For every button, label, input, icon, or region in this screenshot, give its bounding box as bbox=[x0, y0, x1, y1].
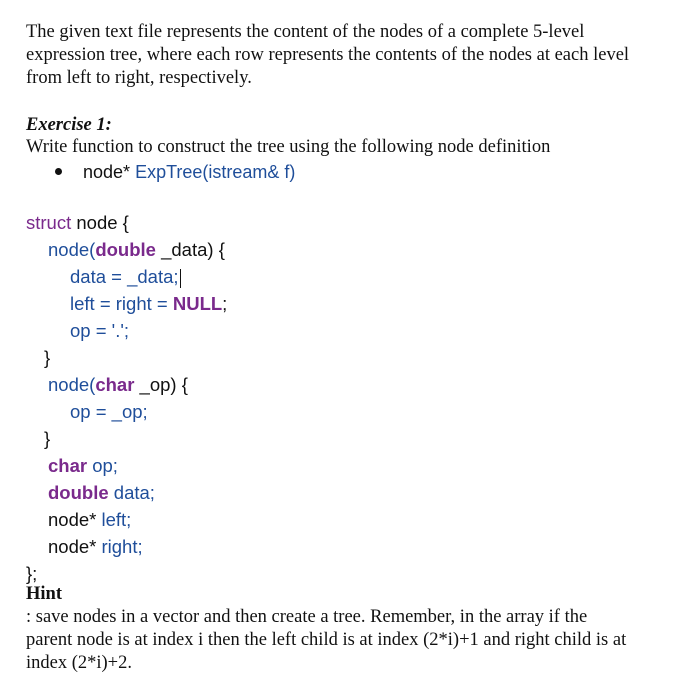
code-line bbox=[48, 507, 131, 533]
code-text: left = right = bbox=[70, 293, 173, 314]
code-keyword: char bbox=[95, 374, 135, 395]
hint-text: : save nodes in a vector and then create a tree. Remember, in the array if the bbox=[26, 607, 588, 627]
code-line bbox=[26, 210, 129, 236]
intro-line-1: The given text file represents the content of the nodes of a complete 5-level bbox=[26, 22, 585, 42]
hint-line-1 bbox=[26, 583, 681, 629]
exercise-description: Write function to construct the tree using the following node definition bbox=[26, 137, 551, 157]
bullet-function-signature: ExpTree(istream& f) bbox=[135, 162, 296, 182]
hint-line-3: index (2*i)+2. bbox=[26, 653, 132, 673]
code-line bbox=[48, 534, 143, 560]
code-keyword: double bbox=[48, 482, 109, 503]
code-text: node* bbox=[48, 536, 102, 557]
bullet-item bbox=[55, 160, 295, 184]
code-keyword: double bbox=[95, 239, 156, 260]
code-line: } bbox=[44, 347, 51, 368]
code-keyword: char bbox=[48, 455, 88, 476]
code-line bbox=[48, 372, 188, 398]
intro-line-3: from left to right, respectively. bbox=[26, 68, 252, 88]
code-line: op = _op; bbox=[70, 401, 148, 422]
code-text: node { bbox=[71, 212, 129, 233]
hint-line-2: parent node is at index i then the left child is at index (2*i)+1 and right child is at bbox=[26, 630, 627, 650]
code-text: data = _data; bbox=[70, 266, 179, 287]
code-text: left; bbox=[101, 509, 132, 530]
code-text: right; bbox=[101, 536, 143, 557]
code-text: node( bbox=[48, 239, 96, 260]
bullet-icon bbox=[55, 168, 62, 175]
code-line bbox=[70, 264, 181, 290]
text-cursor bbox=[180, 269, 181, 288]
code-line: op = '.'; bbox=[70, 320, 130, 341]
hint-label: Hint bbox=[26, 584, 62, 604]
code-line: } bbox=[44, 428, 51, 449]
code-text: node( bbox=[48, 374, 96, 395]
code-text: ; bbox=[222, 293, 228, 314]
code-text: data; bbox=[108, 482, 155, 503]
intro-line-2: expression tree, where each row represents the contents of the nodes at each level bbox=[26, 45, 630, 65]
bullet-return-type: node* bbox=[83, 162, 136, 182]
code-line bbox=[48, 453, 118, 479]
exercise-title: Exercise 1: bbox=[26, 115, 112, 135]
code-keyword: NULL bbox=[172, 293, 223, 314]
code-line bbox=[48, 480, 155, 506]
code-text: op; bbox=[87, 455, 118, 476]
code-line: }; bbox=[26, 563, 38, 584]
code-text: _data) { bbox=[155, 239, 225, 260]
code-line bbox=[48, 237, 225, 263]
hint-paragraph bbox=[26, 583, 681, 675]
code-line bbox=[70, 291, 227, 317]
intro-paragraph bbox=[26, 21, 681, 90]
code-text: node* bbox=[48, 509, 102, 530]
code-text: _op) { bbox=[134, 374, 188, 395]
code-keyword: struct bbox=[26, 212, 72, 233]
